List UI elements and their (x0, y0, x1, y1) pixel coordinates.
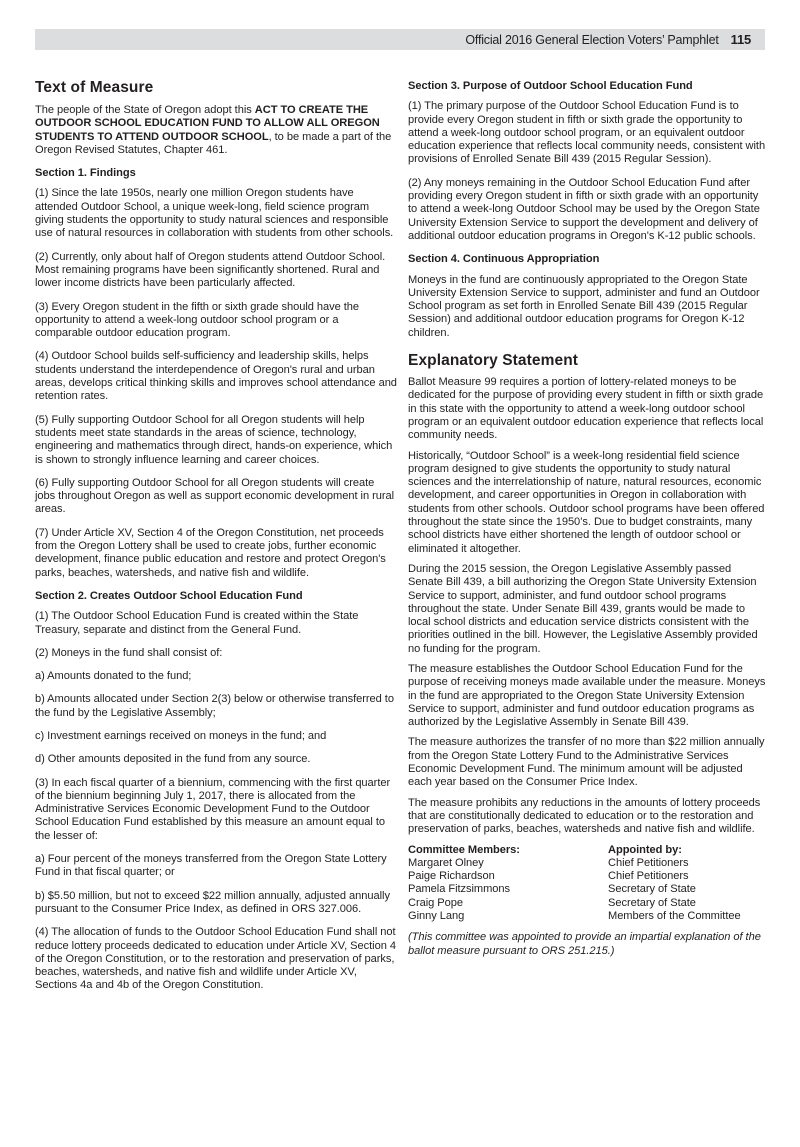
left-column (35, 79, 397, 1003)
explanatory-paragraph: The measure establishes the Outdoor School Education Fund for the purpose of receiving moneys made available under the measure. Moneys in the fund are appropriated to the Oregon State University Extension Service to support, administer and fund outdoor education programs as authorized by the Legislative Assembly in Senate Bill 439. (408, 662, 766, 729)
committee-member-name: Ginny Lang (408, 910, 465, 923)
section-1-heading: Section 1. Findings (35, 167, 136, 180)
section-2-paragraph: (2) Moneys in the fund shall consist of: (35, 646, 223, 659)
finding-paragraph: (2) Currently, only about half of Oregon students attend Outdoor School. Most remaining programs have been significantly shortened. Rural and lower income districts have been particularly affected. (35, 250, 386, 290)
section-3-paragraph: (2) Any moneys remaining in the Outdoor School Education Fund after providing every Oregon student in fifth or sixth grade with an opportunity to attend a week-long Outdoor School may be used by the Oregon State University Extension Service to support the development and delivery of additional outdoor education programs in Oregon's K-12 public schools. (408, 176, 760, 242)
committee-member-name: Paige Richardson (408, 870, 495, 883)
intro-prefix: The people of the State of Oregon adopt this (35, 104, 255, 116)
section-4-paragraph: Moneys in the fund are continuously appropriated to the Oregon State University Extension Service to support, administer and fund an Outdoor School program as set forth in Enrolled Senate Bill 439 (2015 Regular Session) and additional outdoor education programs for Oregon K-12 children. (408, 273, 760, 339)
appointed-by-header: Appointed by: (608, 843, 682, 856)
committee-member-appointer: Chief Petitioners (608, 856, 689, 869)
section-2-heading: Section 2. Creates Outdoor School Education Fund (35, 589, 303, 602)
pamphlet-title: Official 2016 General Election Voters’ Pamphlet (465, 32, 719, 47)
explanatory-paragraph: During the 2015 session, the Oregon Legislative Assembly passed Senate Bill 439, a bill authorizing the Oregon State University Extension Service to support, administer, and fund outdoor school programs throughout the state. Under Senate Bill 439, grants would be made to local school districts and education service districts consistent with the priorities outlined in the bill. However, the Legislative Assembly provided no funding for the program. (408, 562, 758, 655)
section-2-paragraph: c) Investment earnings received on moneys in the fund; and (35, 729, 327, 742)
committee-member-appointer: Chief Petitioners (608, 870, 689, 883)
finding-paragraph: (1) Since the late 1950s, nearly one million Oregon students have attended Outdoor School, a unique week-long, field science program giving students the opportunity to study natural sciences and responsible use of natural resources in collaboration with students from other schools. (35, 187, 394, 240)
measure-intro (35, 104, 397, 157)
finding-paragraph: (3) Every Oregon student in the fifth or sixth grade should have the opportunity to attend a week-long outdoor school program or a comparable outdoor education program. (35, 300, 360, 340)
section-3-paragraph: (1) The primary purpose of the Outdoor School Education Fund is to provide every Oregon student in fifth or sixth grade the opportunity to attend a week-long outdoor school program, or an equivalent outdoor education experience that reflects local community needs, consistent with provisions of Enrolled Senate Bill 439 (2015 Regular Session). (408, 100, 766, 166)
committee-table (408, 844, 766, 924)
committee-member-appointer: Secretary of State (608, 896, 696, 909)
committee-member-appointer: Secretary of State (608, 883, 696, 896)
finding-paragraph: (5) Fully supporting Outdoor School for all Oregon students will help students meet state standards in the areas of science, technology, engineering and mathematics through direct, hands-on experience, which is shown to strongly influence learning and career choices. (35, 413, 393, 466)
section-2-paragraph: d) Other amounts deposited in the fund from any source. (35, 753, 311, 766)
committee-member-appointer: Members of the Committee (608, 910, 741, 923)
section-2-paragraph: a) Amounts donated to the fund; (35, 670, 192, 683)
explanatory-statement-heading: Explanatory Statement (408, 352, 579, 370)
explanatory-paragraph: The measure prohibits any reductions in the amounts of lottery proceeds that are constitutionally dedicated to education or to the restoration and preservation of parks, beaches, watersheds and native fish and wildlife. (408, 796, 761, 836)
committee-footnote: (This committee was appointed to provide an impartial explanation of the ballot measure pursuant to ORS 251.215.) (408, 931, 761, 957)
finding-paragraph: (4) Outdoor School builds self-sufficiency and leadership skills, helps students understand the interdependence of Oregon's rural and urban areas, develops critical thinking skills and improves school attendance and retention rates. (35, 350, 397, 403)
committee-members-header: Committee Members: (408, 843, 520, 856)
right-column (408, 80, 766, 958)
explanatory-paragraph: Historically, “Outdoor School” is a week-long residential field science program designed to give students the opportunity to study natural sciences and the interrelationship of nature, natural resources, economic development, and career opportunities in Oregon in collaboration with students from other schools. Outdoor school programs have been offered throughout the state since the 1950’s. Due to budget constraints, many school districts have either shortened the length of outdoor school or eliminated it altogether. (408, 449, 765, 555)
section-2-paragraph: a) Four percent of the moneys transferred from the Oregon State Lottery Fund in that fiscal quarter; or (35, 853, 387, 879)
section-4-heading: Section 4. Continuous Appropriation (408, 253, 600, 266)
section-2-paragraph: b) $5.50 million, but not to exceed $22 million annually, adjusted annually pursuant to the Consumer Price Index, as defined in ORS 327.006. (35, 889, 390, 915)
page-number: 115 (730, 32, 751, 47)
section-3-heading: Section 3. Purpose of Outdoor School Education Fund (408, 80, 693, 92)
committee-member-name: Craig Pope (408, 896, 464, 909)
section-2-paragraph: (4) The allocation of funds to the Outdoor School Education Fund shall not reduce lottery proceeds dedicated to education under Article XV, Section 4 of the Oregon Constitution, or to the restoration and preservation of parks, beaches, watersheds, and native fish and wildlife under Article XV, Sections 4a and 4b of the Oregon Constitution. (35, 926, 396, 992)
section-2-paragraph: (3) In each fiscal quarter of a biennium, commencing with the first quarter of the biennium beginning July 1, 2017, there is allocated from the Administrative Services Economic Development Fund to the Outdoor School Education Fund established by this measure an amount equal to the lesser of: (35, 776, 391, 842)
page-header (35, 29, 765, 50)
section-2-paragraph: (1) The Outdoor School Education Fund is created within the State Treasury, separate and distinct from the General Fund. (35, 610, 359, 636)
section-2-paragraph: b) Amounts allocated under Section 2(3) below or otherwise transferred to the fund by the Legislative Assembly; (35, 693, 394, 719)
explanatory-paragraph: Ballot Measure 99 requires a portion of lottery-related moneys to be dedicated for the purpose of providing every student in fifth or sixth grade in this state with the opportunity to attend a week-long outdoor school program or an equivalent outdoor education experience that reflects local community needs. (408, 376, 764, 442)
committee-member-name: Pamela Fitzsimmons (408, 883, 511, 896)
explanatory-paragraph: The measure authorizes the transfer of no more than $22 million annually from the Oregon State Lottery Fund to the Administrative Services Economic Development Fund. The minimum amount will be adjusted each year based on the Consumer Price Index. (408, 736, 765, 789)
finding-paragraph: (7) Under Article XV, Section 4 of the Oregon Constitution, net proceeds from the Oregon Lottery shall be used to create jobs, further economic development, finance public education and restore and protect Oregon's parks, beaches, watersheds, and native fish and wildlife. (35, 526, 386, 579)
finding-paragraph: (6) Fully supporting Outdoor School for all Oregon students will create jobs throughout Oregon as well as support economic development in rural areas. (35, 476, 395, 516)
committee-member-name: Margaret Olney (408, 856, 484, 869)
act-title: ACT TO CREATE THE OUTDOOR SCHOOL EDUCATION FUND TO ALLOW ALL OREGON STUDENTS TO ATTEND OUTDOOR SCHOOL (35, 104, 380, 143)
intro-suffix: , to be made a part of the Oregon Revised Statutes, Chapter 461. (35, 130, 392, 156)
text-of-measure-heading: Text of Measure (35, 79, 154, 96)
